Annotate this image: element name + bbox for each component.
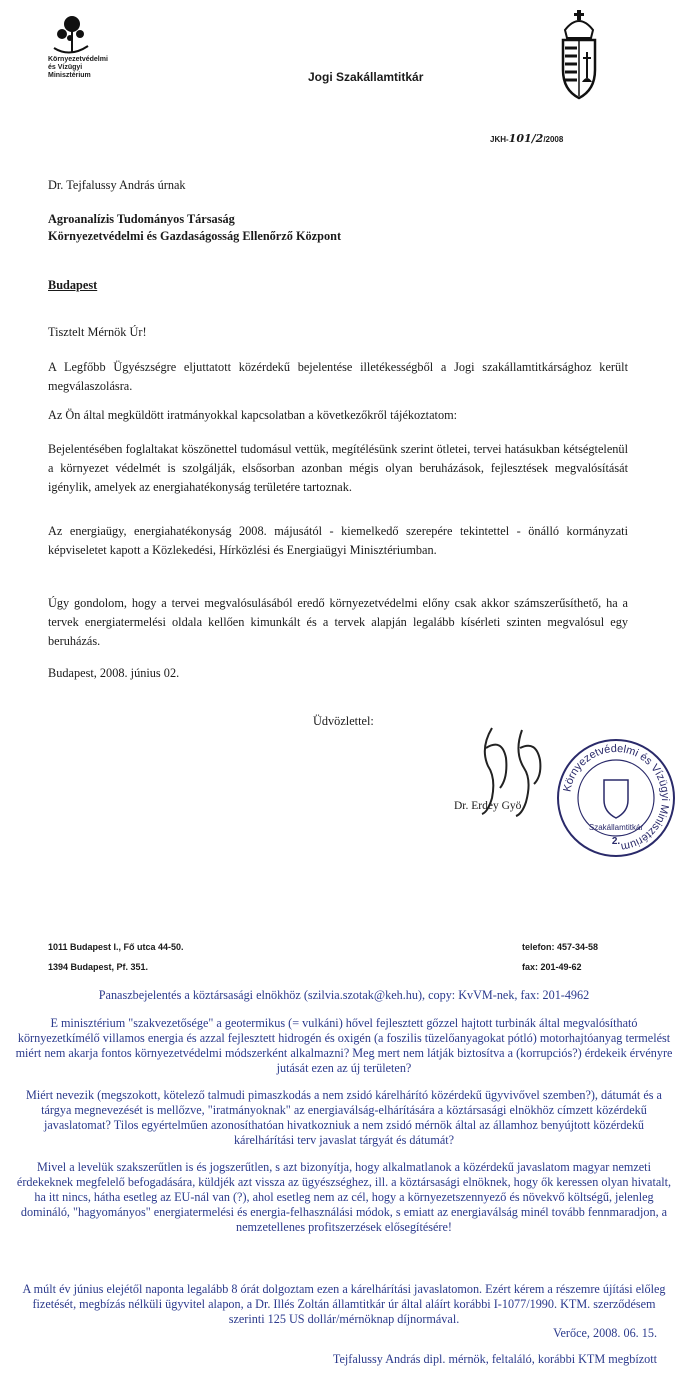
footer-fax: fax: 201-49-62: [522, 962, 582, 972]
stamp-ring-text: Környezetvédelmi és Vízügyi Minisztérium: [561, 742, 672, 853]
organization-line-2: Környezetvédelmi és Gazdaságosság Ellenőrző Központ: [48, 229, 342, 243]
stamp-inner-text: Szakállamtitkár: [588, 823, 644, 832]
annotation-header: Panaszbejelentés a köztársasági elnökhöz (szilvia.szotak@keh.hu), copy: KvVM-nek, fax: 201-4962: [98, 988, 590, 1002]
reference-handwritten: 101/2: [508, 132, 544, 145]
annotation-paragraph-2: Miért nevezik (megszokott, kötelező talmudi pimaszkodás a nem zsidó kárelhárító közérdekű ügyvivővel szemben?), dátumát és a tárgya megnevezését is mellőzve, "iratmányoknak" az energiaválság-elhárítására a köztársasági elnökhöz címzett közérdekű javaslatomat? Tilos egyértelműen azonosíthatóan hivatkozniuk a nem zsidó mérnök által az államhoz benyújtott közérdekű kárelhárítási terv javaslat tárgyát és dátumát?: [26, 1088, 662, 1147]
footer-phone: telefon: 457-34-58: [522, 942, 599, 952]
closing: Üdvözlettel:: [313, 714, 374, 728]
signer-name: Dr. Erdey Gyö: [454, 800, 522, 812]
letter-paragraph-1: A Legfőbb Ügyészségre eljuttatott közérdekű bejelentése illetékességből a Jogi szakállamtitkársághoz került megválaszolásra.: [48, 360, 628, 393]
annotation-paragraph-3: Mivel a levelük szakszerűtlen is és jogszerűtlen, s azt bizonyítja, hogy alkalmatlanok a közérdekű javaslatom magyar nemzeti érdekeknek megfelelő befogadására, küldjék azt vissza az ügyészséghez, ill. a köztársasági elnöknek, hogy ők keressen olyan hivatalt, ha itt nincs, hátha esetleg az EU-nál van (?), ahol esetleg nem az cél, hogy a környezetszennyező és növekvő költségű, jelenleg domináló, "hagyományos" energiatermelési és energia-felhasználási módok, s emiatt az energiaválság minél tovább fennmaradjon, a nemzetellenes profitszerzések elősegítésére!: [16, 1160, 672, 1234]
ministry-tree-logo: [50, 12, 130, 96]
reference-suffix: /2008: [543, 135, 564, 144]
letter-paragraph-4: Az energiaügy, energiahatékonyság 2008. májusától - kiemelkedő szerepére tekintettel - önálló kormányzati képviseletet kapott a Közlekedési, Hírközlési és Energiaügyi Minisztériumban.: [48, 524, 628, 557]
footer-address-line-2: 1394 Budapest, Pf. 351.: [48, 962, 149, 972]
organization-line-1: Agroanalízis Tudományos Társaság: [48, 212, 235, 226]
ministry-name: [48, 56, 138, 80]
hungarian-coat-of-arms-icon: [555, 8, 603, 100]
letter-paragraph-2: Az Ön által megküldött iratmányokkal kapcsolatban a következőkről tájékoztatom:: [48, 408, 458, 422]
recipient-city: Budapest: [48, 278, 98, 292]
recipient-name: Dr. Tejfalussy András úrnak: [48, 178, 186, 192]
ministry-line-2: és Vízügyi: [48, 64, 83, 71]
ministry-line-1: Környezetvédelmi: [48, 56, 108, 63]
annotation-date: Verőce, 2008. 06. 15.: [553, 1326, 657, 1340]
stamp-number: 2.: [611, 836, 621, 847]
official-stamp: [554, 736, 678, 860]
letter-paragraph-5: Úgy gondolom, hogy a tervei megvalósulásából eredő környezetvédelmi előny csak akkor számszerűsíthető, ha a tervek energiatermelési oldala kellően kimunkált és a tervek alapján legalább kísérleti szinten megvalósul egy beruházás.: [48, 596, 628, 648]
ministry-line-3: Minisztérium: [48, 72, 91, 79]
letter-date: Budapest, 2008. június 02.: [48, 666, 180, 680]
salutation: Tisztelt Mérnök Úr!: [48, 325, 147, 339]
letter-paragraph-3: Bejelentésében foglaltakat köszönettel tudomásul vettük, megítélésünk szerint ötletei, tervei hatásukban kétségtelenül a környezet védelmét is szolgálják, elsősorban azonban mégis olyan beruházások, fejlesztések megvalósítását igénylik, amelyek az energiahatékonyság területére tartoznak.: [48, 442, 628, 494]
annotation-signature: Tejfalussy András dipl. mérnök, feltaláló, korábbi KTM megbízott: [332, 1352, 657, 1366]
annotation-paragraph-1: E minisztérium "szakvezetősége" a geotermikus (= vulkáni) hővel fejlesztett gőzzel hajtott turbinák által megvalósítható környezetkímélő villamos energia és azzal fejlesztett hidrogén és oxigén (a foszilis tüzelőanyagokat pótló) motorhajtóanyag termelést miért nem akarja fontos környezetvédelmi módszerként alkalmazni? Meg mert nem látják biztosítva a (korrupciós?) érdekeik érvényre jutását ezen az új területen?: [15, 1016, 673, 1075]
footer-address-line-1: 1011 Budapest I., Fő utca 44-50.: [48, 942, 184, 952]
reference-prefix: JKH-: [490, 135, 509, 144]
department-title: Jogi Szakállamtitkár: [308, 70, 424, 84]
reference-number: [490, 132, 563, 145]
annotation-paragraph-4: A múlt év június elejétől naponta legalább 8 órát dolgoztam ezen a kárelhárítási javaslatomon. Ezért kérem a részemre újítási előleg fizetését, megbízás nélküli ügyvitel alapon, a Dr. Illés Zoltán államtitkár úr által aláírt korábbi I-1077/1990. KTM. szerződésem szerinti 125 US dollár/mérnöknap díjnormával.: [22, 1282, 666, 1326]
